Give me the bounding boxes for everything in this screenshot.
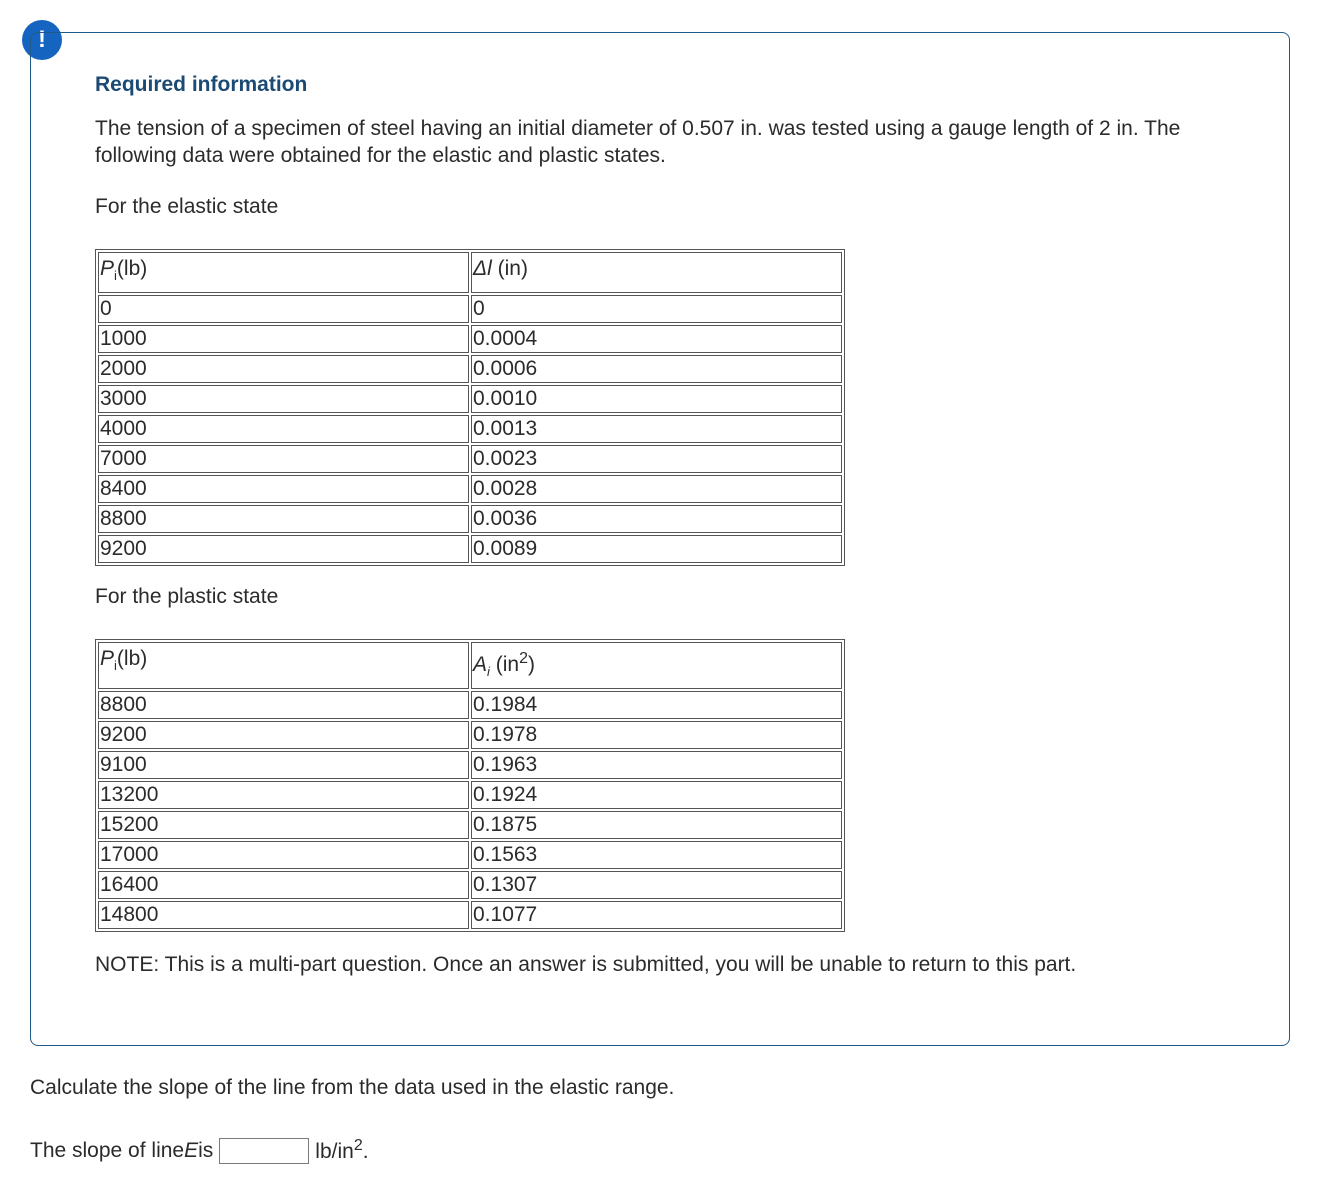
plastic-table — [95, 639, 845, 932]
plastic-table-row — [98, 691, 842, 719]
answer-row — [30, 1137, 369, 1164]
table-header-row — [98, 252, 842, 293]
intro-text: The tension of a specimen of steel having an initial diameter of 0.507 in. was tested using a gauge length of 2 in. The following data were obtained for the elastic and plastic states. — [95, 117, 1181, 167]
table-cell: 0.1984 — [471, 691, 842, 719]
slope-answer-input[interactable] — [219, 1138, 309, 1164]
table-cell: 8800 — [98, 505, 469, 533]
plastic-table-row — [98, 871, 842, 899]
table-cell: 0.1924 — [471, 781, 842, 809]
table-cell: 0.0013 — [471, 415, 842, 443]
elastic-table-row — [98, 535, 842, 563]
answer-unit: $lb/in^2$. — [315, 1137, 369, 1163]
plastic-state-label: For the plastic state — [95, 585, 279, 608]
elastic-table-row — [98, 475, 842, 503]
table-cell: 0.1307 — [471, 871, 842, 899]
plastic-table-row — [98, 781, 842, 809]
table-cell: 0.0023 — [471, 445, 842, 473]
table-cell: 15200 — [98, 811, 469, 839]
table-header-cell: $P_i(lb)$ — [98, 642, 469, 689]
table-cell: 0.0028 — [471, 475, 842, 503]
elastic-table-row — [98, 295, 842, 323]
elastic-table-row — [98, 445, 842, 473]
plastic-table-row — [98, 751, 842, 779]
plastic-table-row — [98, 841, 842, 869]
table-cell: 13200 — [98, 781, 469, 809]
elastic-table-row — [98, 505, 842, 533]
table-cell: 1000 — [98, 325, 469, 353]
table-cell: 3000 — [98, 385, 469, 413]
required-info-panel — [30, 32, 1290, 1046]
table-cell: 0.0036 — [471, 505, 842, 533]
table-header-row — [98, 642, 842, 689]
table-cell: 0.1563 — [471, 841, 842, 869]
table-cell: 4000 — [98, 415, 469, 443]
table-cell: 17000 — [98, 841, 469, 869]
table-cell: 0.0004 — [471, 325, 842, 353]
table-header-cell: $P_i(lb)$ — [98, 252, 469, 293]
elastic-table-row — [98, 415, 842, 443]
table-cell: 0.0010 — [471, 385, 842, 413]
elastic-state-label: For the elastic state — [95, 195, 279, 218]
table-cell: 0.1875 — [471, 811, 842, 839]
table-cell: 0 — [98, 295, 469, 323]
table-cell: 0.0089 — [471, 535, 842, 563]
plastic-table-row — [98, 721, 842, 749]
table-cell: 8400 — [98, 475, 469, 503]
table-cell: 8800 — [98, 691, 469, 719]
table-cell: 9200 — [98, 535, 469, 563]
required-info-title: Required information — [95, 73, 308, 96]
elastic-table-row — [98, 355, 842, 383]
table-header-cell: Δl (in) — [471, 252, 842, 293]
table-cell: 0.0006 — [471, 355, 842, 383]
table-cell: 14800 — [98, 901, 469, 929]
question-text: Calculate the slope of the line from the data used in the elastic range. — [30, 1076, 675, 1099]
plastic-table-row — [98, 811, 842, 839]
table-cell: 9100 — [98, 751, 469, 779]
table-cell: 0 — [471, 295, 842, 323]
multi-part-note: NOTE: This is a multi-part question. Once an answer is submitted, you will be unable to return to this part. — [95, 953, 1077, 976]
elastic-table-row — [98, 385, 842, 413]
answer-prefix: The slope of line — [30, 1138, 185, 1162]
answer-is: is — [198, 1138, 214, 1162]
table-header-cell: $A_i$ $(in^2)$ — [471, 642, 842, 689]
elastic-table — [95, 249, 845, 566]
table-cell: 7000 — [98, 445, 469, 473]
table-cell: 2000 — [98, 355, 469, 383]
plastic-table-row — [98, 901, 842, 929]
table-cell: 0.1978 — [471, 721, 842, 749]
elastic-table-row — [98, 325, 842, 353]
answer-variable: E — [184, 1138, 199, 1162]
alert-icon: ! — [22, 20, 62, 60]
table-cell: 0.1963 — [471, 751, 842, 779]
table-cell: 16400 — [98, 871, 469, 899]
table-cell: 9200 — [98, 721, 469, 749]
table-cell: 0.1077 — [471, 901, 842, 929]
